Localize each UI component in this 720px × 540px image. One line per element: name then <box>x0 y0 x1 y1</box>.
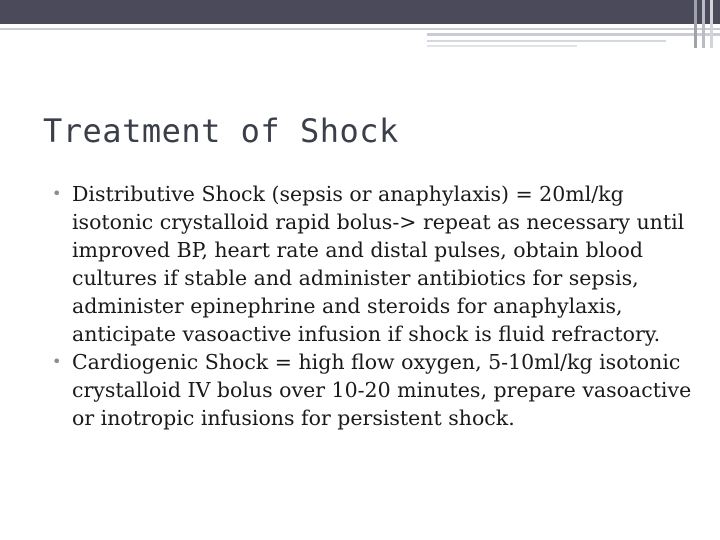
header-band <box>0 0 720 24</box>
list-item <box>52 348 692 432</box>
header-accent-line <box>427 33 720 36</box>
corner-bar <box>710 0 713 48</box>
bullet-list <box>52 180 692 432</box>
header-corner-bars <box>694 0 720 48</box>
corner-bar <box>702 0 705 48</box>
bullet-icon: • <box>52 352 62 371</box>
bullet-icon: • <box>52 184 62 203</box>
header-divider-line <box>0 28 720 30</box>
header-accent-line <box>427 45 577 47</box>
slide-title: Treatment of Shock <box>43 112 399 150</box>
list-item <box>52 180 692 348</box>
corner-bar <box>694 0 697 48</box>
bullet-text: Distributive Shock (sepsis or anaphylaxis) = 20ml/kg isotonic crystalloid rapid bolus-> repeat as necessary until improved BP, heart rate and distal pulses, obtain blood cultures if stable and administer antibiotics for sepsis, administer epinephrine and steroids for anaphylaxis, anticipate vasoactive infusion if shock is fluid refractory. <box>72 182 685 346</box>
header-accent-line <box>427 40 666 42</box>
bullet-text: Cardiogenic Shock = high flow oxygen, 5-10ml/kg isotonic crystalloid IV bolus over 10-20 minutes, prepare vasoactive or inotropic infusions for persistent shock. <box>72 350 692 430</box>
